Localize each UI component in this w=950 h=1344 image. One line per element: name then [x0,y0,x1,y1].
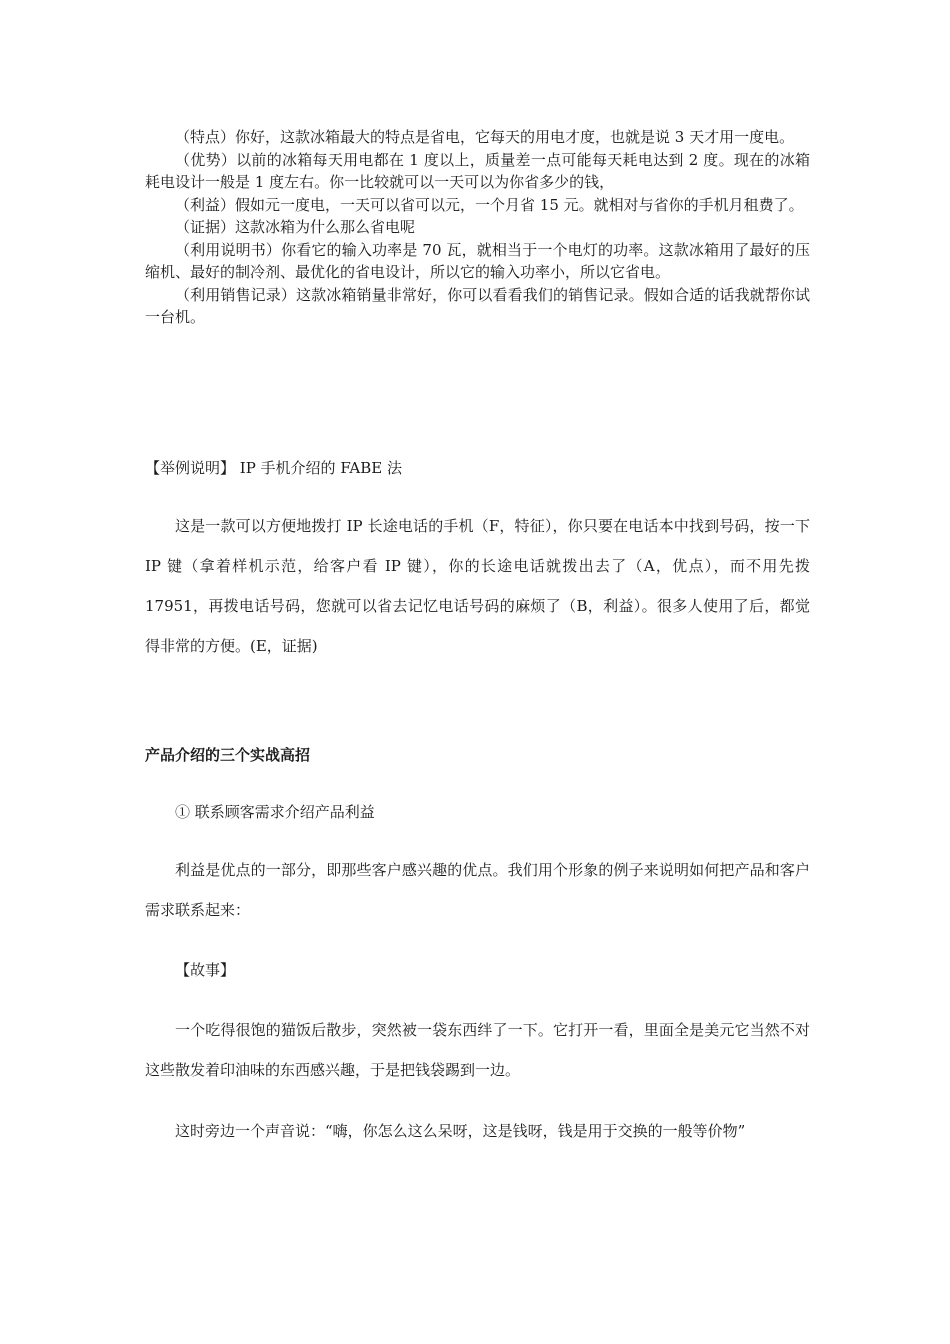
example-heading: 【举例说明】 IP 手机介绍的 FABE 法 [145,459,403,477]
fridge-fabe-section [145,126,810,329]
sales-record-paragraph: （利用销售记录）这款冰箱销量非常好，你可以看看我们的销售记录。假如合适的话我就帮你试一台机。 [145,285,810,326]
feature-paragraph: （特点）你好，这款冰箱最大的特点是省电，它每天的用电才度，也就是说 3 天才用一度电。 [175,128,795,146]
example-paragraph: 这是一款可以方便地拨打 IP 长途电话的手机（F，特征），你只要在电话本中找到号码，按一下 IP 键（拿着样机示范，给客户看 IP 键），你的长途电话就拨出去了（A，优点），而不用先拨 17951，再拨电话号码，您就可以省去记忆电话号码的麻烦了（B，利益）。很多人使用了后，都觉得非常的方便。(E，证据) [145,517,810,655]
story-paragraph-2: 这时旁边一个声音说：“嗨，你怎么这么呆呀，这是钱呀，钱是用于交换的一般等价物” [175,1122,746,1140]
story-paragraph-1: 一个吃得很饱的猫饭后散步，突然被一袋东西绊了一下。它打开一看，里面全是美元它当然不对这些散发着印油味的东西感兴趣，于是把钱袋踢到一边。 [145,1021,810,1079]
advantage-paragraph: （优势）以前的冰箱每天用电都在 1 度以上，质量差一点可能每天耗电达到 2 度。现在的冰箱耗电设计一般是 1 度左右。你一比较就可以一天可以为你省多少的钱， [145,150,810,191]
tip-one-heading: ① 联系顾客需求介绍产品利益 [175,803,375,821]
benefit-paragraph: （利益）假如元一度电，一天可以省可以元，一个月省 15 元。就相对与省你的手机月租费了。 [175,195,804,214]
story-label: 【故事】 [175,961,236,979]
section-title: 产品介绍的三个实战高招 [145,746,311,764]
evidence-paragraph: （证据）这款冰箱为什么那么省电呢 [175,218,416,236]
benefit-intro-paragraph: 利益是优点的一部分，即那些客户感兴趣的优点。我们用个形象的例子来说明如何把产品和客户需求联系起来： [145,861,810,919]
manual-paragraph: （利用说明书）你看它的输入功率是 70 瓦，就相当于一个电灯的功率。这款冰箱用了最好的压缩机、最好的制冷剂、最优化的省电设计，所以它的输入功率小，所以它省电。 [145,240,810,281]
